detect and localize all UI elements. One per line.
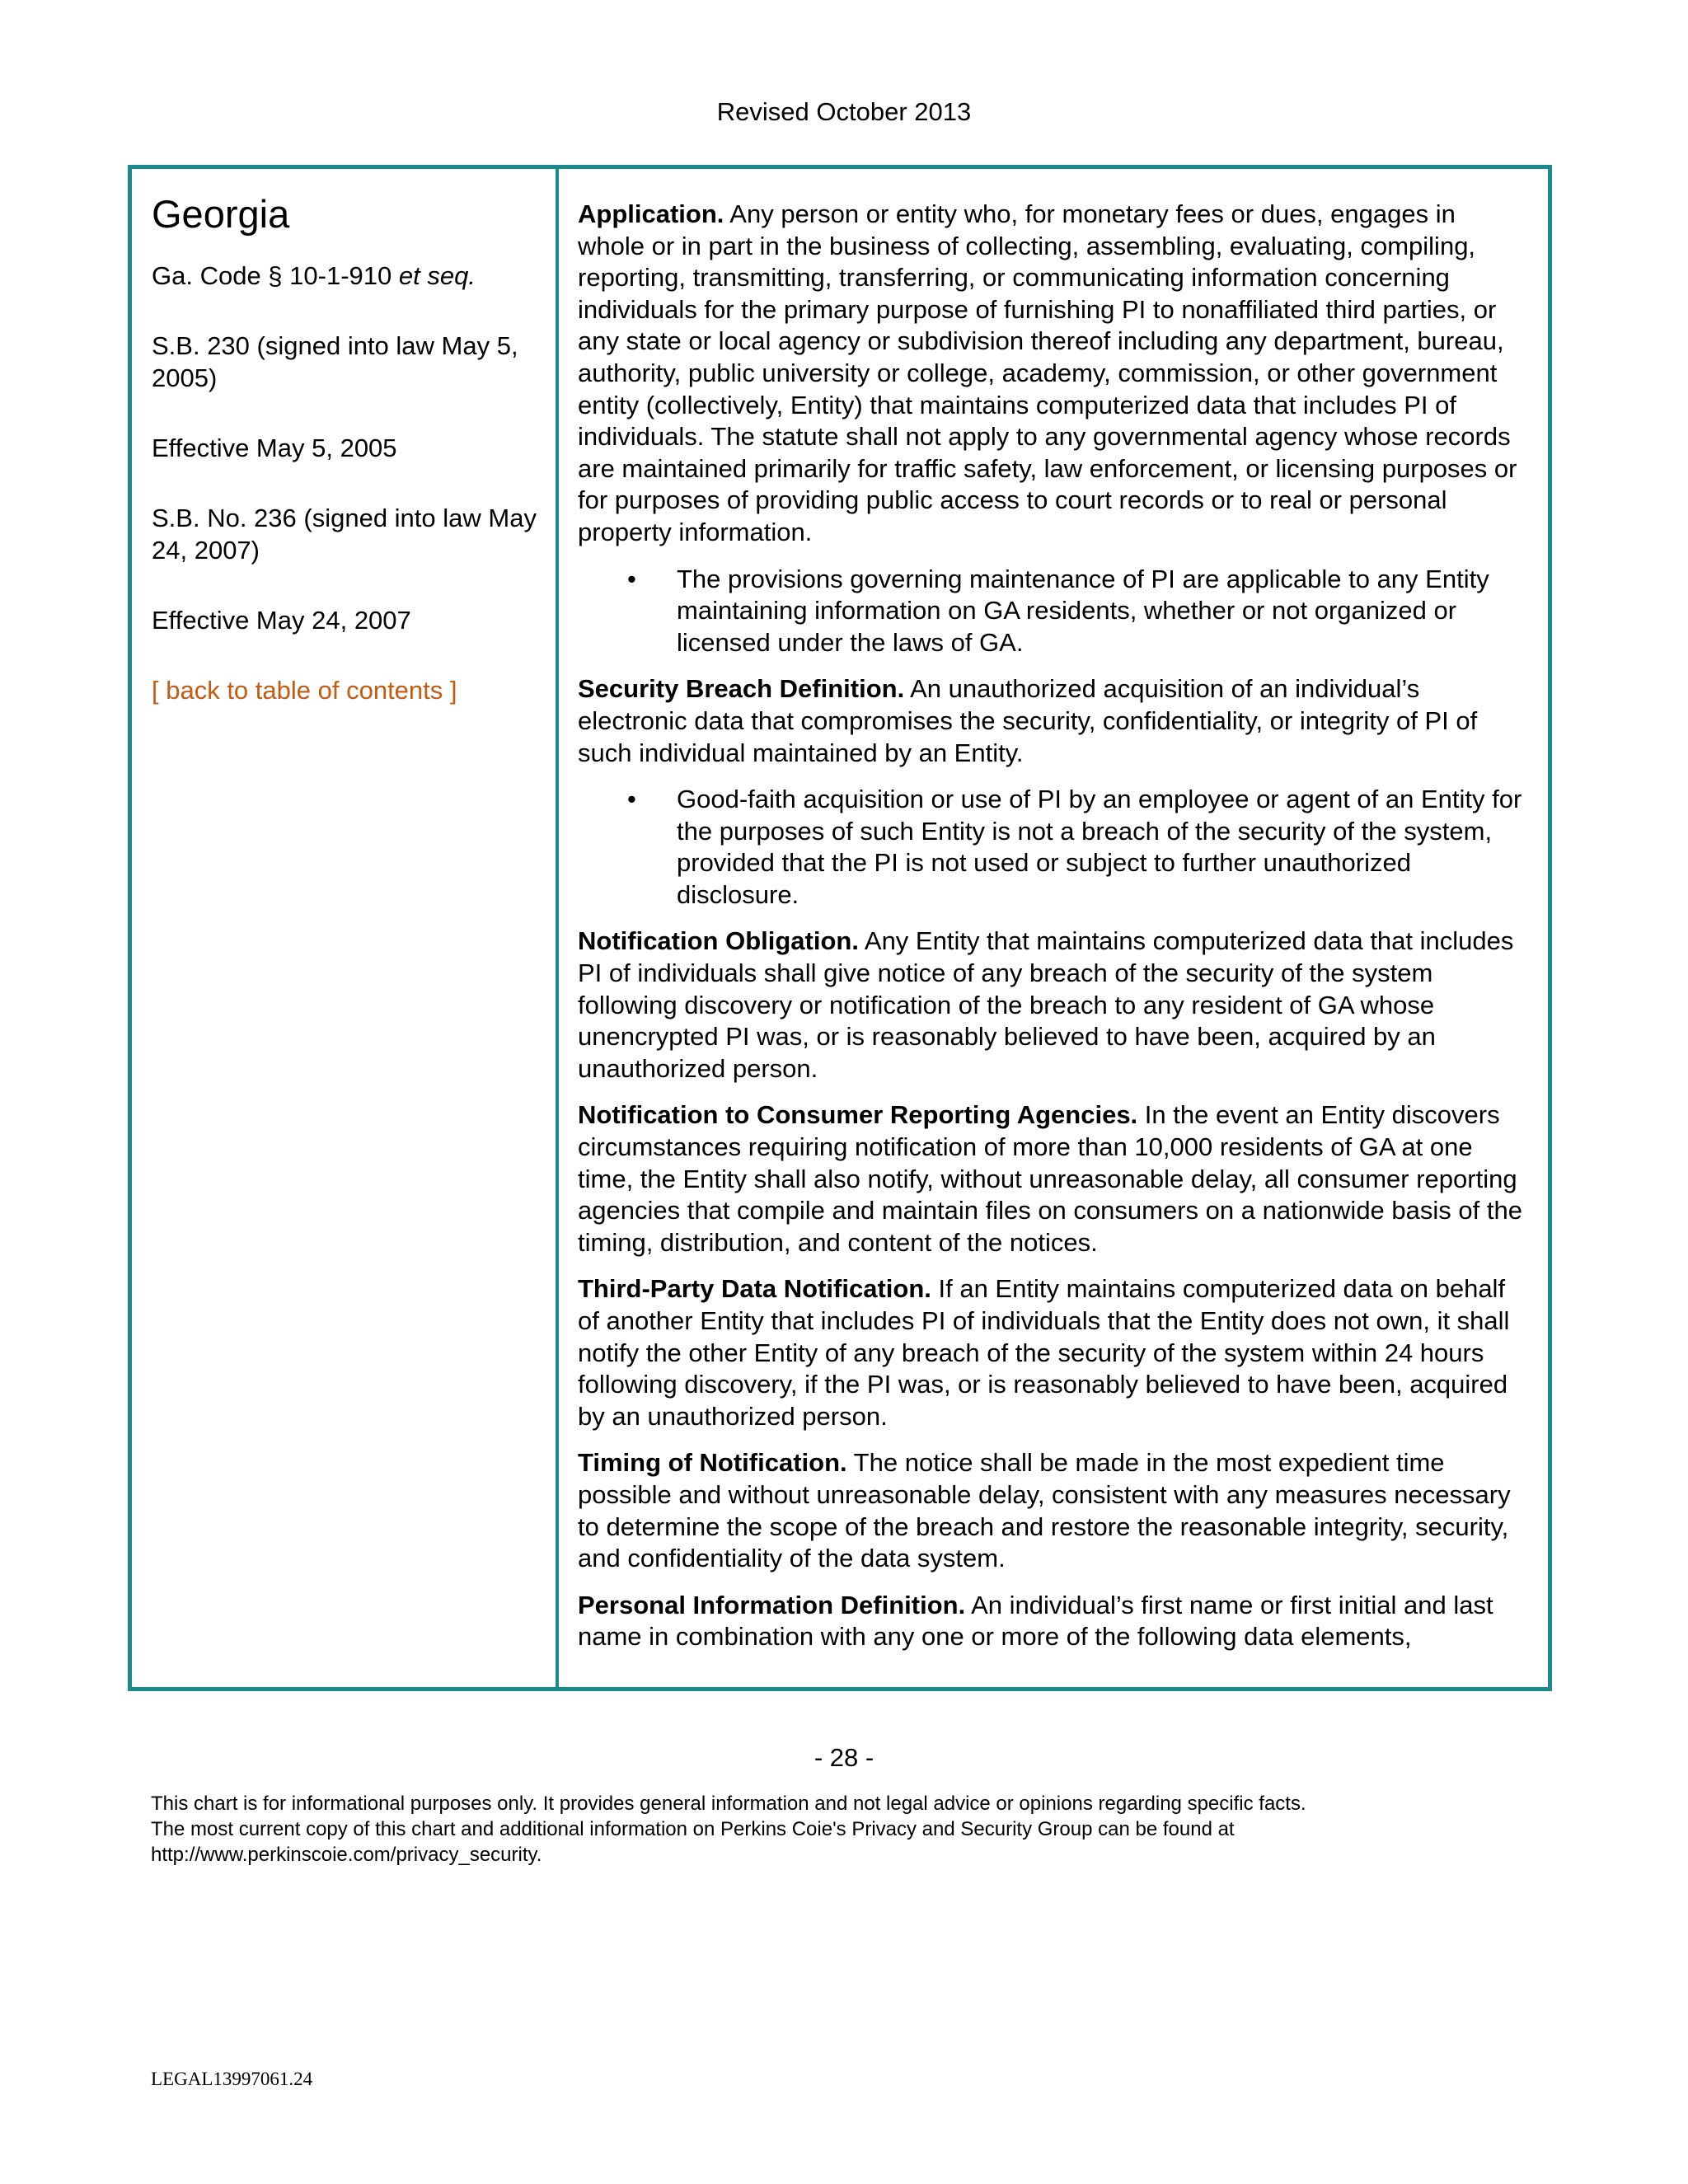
disclaimer-line-1: This chart is for informational purposes only. It provides general information and not legal advice or opinions regarding specific facts.: [151, 1793, 1306, 1815]
application-bullets: [578, 564, 1526, 659]
effective-date-2007: Effective May 24, 2007: [152, 606, 411, 635]
timing-section: Timing of Notification. The notice shall be made in the most expedient time possible and without unreasonable delay, consistent with any measures necessary to determine the scope of the breach and restore the reasonable integrity, security, and confidentiality of the data system.: [578, 1448, 1511, 1573]
bill-sb-236: S.B. No. 236 (signed into law May 24, 2007): [152, 504, 537, 565]
page-number: - 28 -: [814, 1743, 874, 1772]
document-id: LEGAL13997061.24: [151, 2069, 313, 2089]
list-item: • The provisions governing maintenance of PI are applicable to any Entity maintaining information on GA residents, whether or not organized or licensed under the laws of GA.: [627, 564, 1489, 657]
state-law-table: [128, 165, 1552, 1691]
state-name: Georgia: [152, 192, 290, 236]
notification-obligation-section: Notification Obligation. Any Entity that maintains computerized data that includes PI of individuals shall give notice of any breach of the security of the system following discovery or notification of the breach to any resident of GA whose unencrypted PI was, or is reasonably believed to have been, acquired by an unauthorized person.: [578, 926, 1514, 1083]
consumer-reporting-section: Notification to Consumer Reporting Agencies. In the event an Entity discovers circumstances requiring notification of more than 10,000 residents of GA at one time, the Entity shall also notify, without unreasonable delay, all consumer reporting agencies that compile and maintain files on consumers on a nationwide basis of the timing, distribution, and content of the notices.: [578, 1100, 1522, 1257]
disclaimer-url: http://www.perkinscoie.com/privacy_security.: [151, 1844, 542, 1866]
disclaimer: [151, 1791, 1552, 1868]
bullet-icon: •: [627, 785, 636, 814]
bullet-icon: •: [627, 564, 636, 593]
effective-date-2005: Effective May 5, 2005: [152, 434, 397, 462]
disclaimer-line-2: The most current copy of this chart and additional information on Perkins Coie's Privacy and Security Group can be found at: [151, 1818, 1235, 1840]
third-party-section: Third-Party Data Notification. If an Entity maintains computerized data on behalf of another Entity that includes PI of individuals that the Entity does not own, it shall notify the other Entity of any breach of the security of the system within 24 hours following discovery, if the PI was, or is reasonably believed to have been, acquired by an unauthorized person.: [578, 1274, 1510, 1431]
breach-definition-section: Security Breach Definition. An unauthorized acquisition of an individual’s electronic data that compromises the security, confidentiality, or integrity of PI of such individual maintained by an Entity.: [578, 674, 1478, 767]
state-info-column: [152, 192, 539, 744]
back-to-toc-link[interactable]: [ back to table of contents ]: [152, 676, 457, 705]
revised-date: Revised October 2013: [716, 97, 972, 126]
column-divider: [556, 169, 559, 1687]
application-section: Application. Any person or entity who, for monetary fees or dues, engages in whole or in part in the business of collecting, assembling, evaluating, compiling, reporting, transmitting, transferring, or communicating information concerning individuals for the primary purpose of furnishing PI to nonaffiliated third parties, or any state or local agency or subdivision thereof including any department, bureau, authority, public university or college, academy, commission, or other government entity (collectively, Entity) that maintains computerized data that includes PI of individuals. The statute shall not apply to any governmental agency whose records are maintained primarily for traffic safety, law enforcement, or licensing purposes or for purposes of providing public access to court records or to real or personal property information.: [578, 199, 1517, 546]
code-citation: Ga. Code § 10-1-910 et seq.: [152, 261, 476, 290]
breach-definition-bullets: [578, 784, 1526, 911]
bill-sb-230: S.B. 230 (signed into law May 5, 2005): [152, 331, 518, 392]
pi-definition-section: Personal Information Definition. An individual’s first name or first initial and last name in combination with any one or more of the following data elements,: [578, 1590, 1493, 1652]
list-item: • Good-faith acquisition or use of PI by an employee or agent of an Entity for the purposes of such Entity is not a breach of the security of the system, provided that the PI is not used or subject to further unauthorized disclosure.: [627, 785, 1522, 909]
law-details-column: [578, 199, 1526, 1668]
